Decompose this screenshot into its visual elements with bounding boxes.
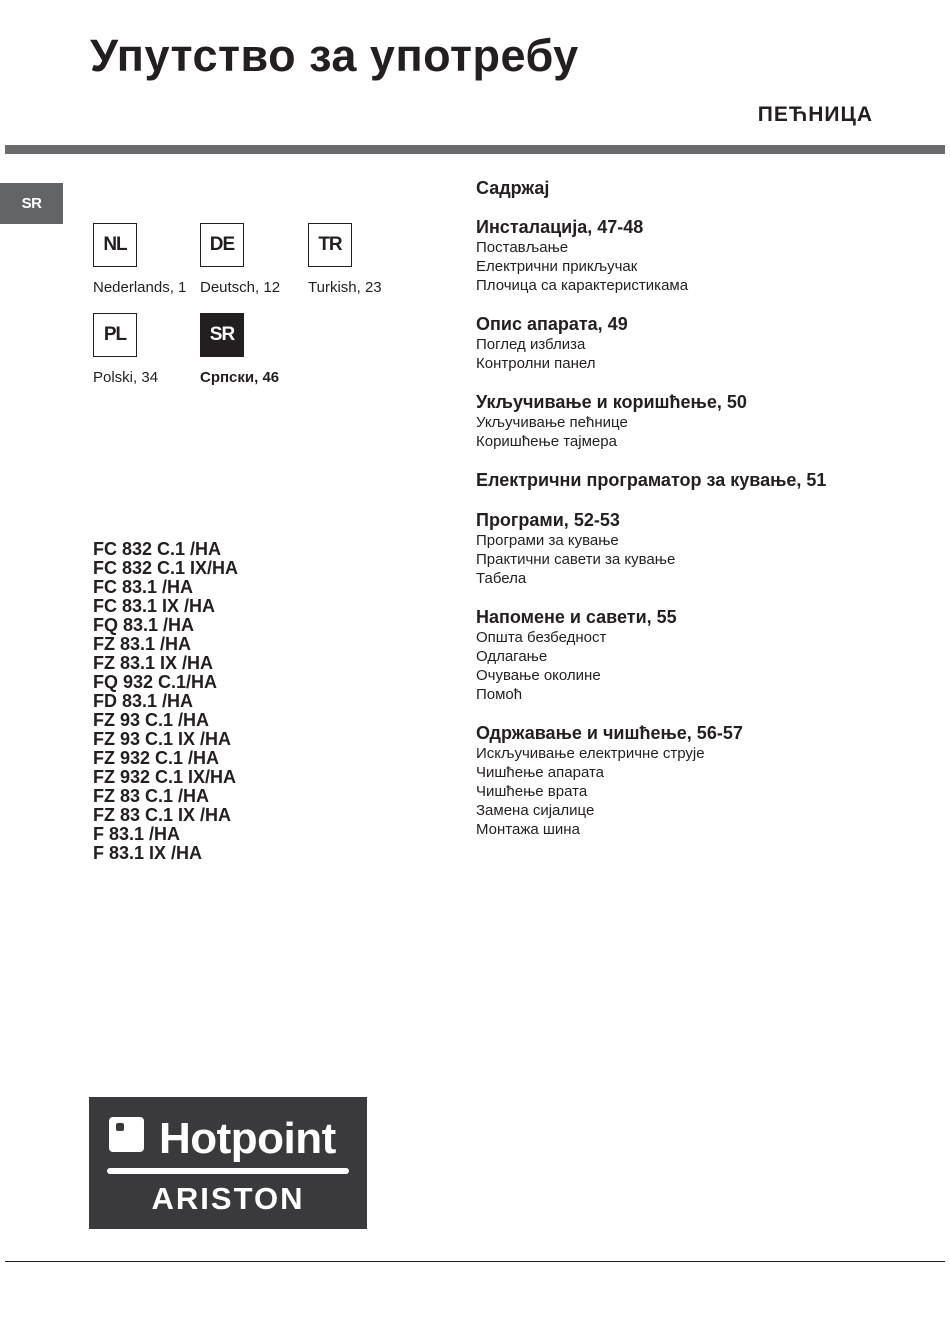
toc-item[interactable]: Очување околине (476, 667, 601, 684)
model-item: FZ 83 C.1 IX /HA (93, 805, 232, 825)
toc-section-title[interactable]: Укључивање и коришћење, 50 (476, 392, 747, 412)
toc-section-title[interactable]: Инсталација, 47-48 (476, 217, 644, 237)
model-item: FZ 93 C.1 IX /HA (93, 729, 232, 749)
model-item: FC 832 C.1 IX/HA (93, 558, 239, 578)
toc-item[interactable]: Постављање (476, 239, 569, 256)
language-pl[interactable] (93, 313, 158, 386)
toc-section-title[interactable]: Програми, 52-53 (476, 510, 620, 530)
toc-item[interactable]: Чишћење врата (476, 783, 588, 800)
toc-heading: Садржај (476, 178, 550, 198)
table-of-contents (476, 178, 916, 857)
toc-item[interactable]: Програми за кување (476, 532, 619, 549)
toc-section-description (476, 313, 916, 373)
toc-item[interactable]: Практични савети за кување (476, 551, 676, 568)
language-label: Deutsch, 12 (200, 279, 281, 296)
hotpoint-ariston-logo (89, 1097, 367, 1229)
model-item: FQ 932 C.1/HA (93, 672, 218, 692)
toc-item[interactable]: Чишћење апарата (476, 764, 604, 781)
toc-section-startup (476, 391, 916, 451)
model-item: F 83.1 /HA (93, 824, 181, 844)
language-sr[interactable] (200, 313, 279, 386)
toc-section-installation (476, 216, 916, 295)
model-item: FC 83.1 /HA (93, 577, 194, 597)
language-code-box: NL (93, 223, 137, 267)
toc-section-title[interactable]: Опис апарата, 49 (476, 314, 628, 334)
header-divider (5, 145, 945, 154)
language-de[interactable] (200, 223, 280, 296)
toc-section-title[interactable]: Електрични програматор за кување, 51 (476, 470, 827, 490)
toc-item[interactable]: Контролни панел (476, 355, 596, 372)
toc-item[interactable]: Коришћење тајмера (476, 433, 617, 450)
model-item: FZ 932 C.1 IX/HA (93, 767, 237, 787)
toc-item[interactable]: Поглед изблиза (476, 336, 586, 353)
toc-item[interactable]: Плочица са карактеристикама (476, 277, 689, 294)
language-label-active: Српски, 46 (200, 369, 280, 386)
page-title: Упутство за употребу (90, 30, 579, 81)
language-side-tab: SR (0, 183, 63, 224)
toc-item[interactable]: Одлагање (476, 648, 548, 665)
toc-section-programs (476, 509, 916, 588)
toc-section-title[interactable]: Одржавање и чишћење, 56-57 (476, 723, 743, 743)
language-code-box: DE (200, 223, 244, 267)
toc-item[interactable]: Замена сијалице (476, 802, 595, 819)
language-tr[interactable] (308, 223, 382, 296)
language-code-box-active: SR (200, 313, 244, 357)
model-item: FZ 83 C.1 /HA (93, 786, 210, 806)
model-item: FZ 83.1 /HA (93, 634, 192, 654)
language-code-box: PL (93, 313, 137, 357)
footer-divider (5, 1261, 945, 1262)
model-item: FD 83.1 /HA (93, 691, 194, 711)
toc-item[interactable]: Општа безбедност (476, 629, 607, 646)
model-item: F 83.1 IX /HA (93, 843, 203, 863)
product-type: ПЕЋНИЦА (757, 103, 873, 126)
model-item: FC 832 C.1 /HA (93, 539, 222, 559)
language-nl[interactable] (93, 223, 186, 296)
language-label: Turkish, 23 (308, 279, 382, 296)
toc-item[interactable]: Електрични прикључак (476, 258, 638, 275)
toc-item[interactable]: Укључивање пећнице (476, 414, 628, 431)
language-code-box: TR (308, 223, 352, 267)
model-list (93, 540, 238, 863)
language-label: Nederlands, 1 (93, 279, 187, 296)
model-item: FZ 93 C.1 /HA (93, 710, 210, 730)
toc-section-programmer (476, 469, 916, 491)
toc-section-title[interactable]: Напомене и савети, 55 (476, 607, 677, 627)
toc-item[interactable]: Помоћ (476, 686, 523, 703)
model-item: FZ 932 C.1 /HA (93, 748, 220, 768)
logo-divider (107, 1168, 349, 1174)
model-item: FQ 83.1 /HA (93, 615, 195, 635)
toc-item[interactable]: Монтажа шина (476, 821, 580, 838)
model-item: FZ 83.1 IX /HA (93, 653, 214, 673)
toc-section-safety (476, 606, 916, 704)
model-item: FC 83.1 IX /HA (93, 596, 216, 616)
logo-sub: ARISTON (151, 1181, 305, 1216)
toc-item[interactable]: Табела (476, 570, 527, 587)
logo-brand: Hotpoint (159, 1114, 336, 1163)
toc-section-maintenance (476, 722, 916, 839)
toc-item[interactable]: Искључивање електричне струје (476, 745, 705, 762)
language-label: Polski, 34 (93, 369, 159, 386)
logo-mark-icon (109, 1117, 144, 1152)
